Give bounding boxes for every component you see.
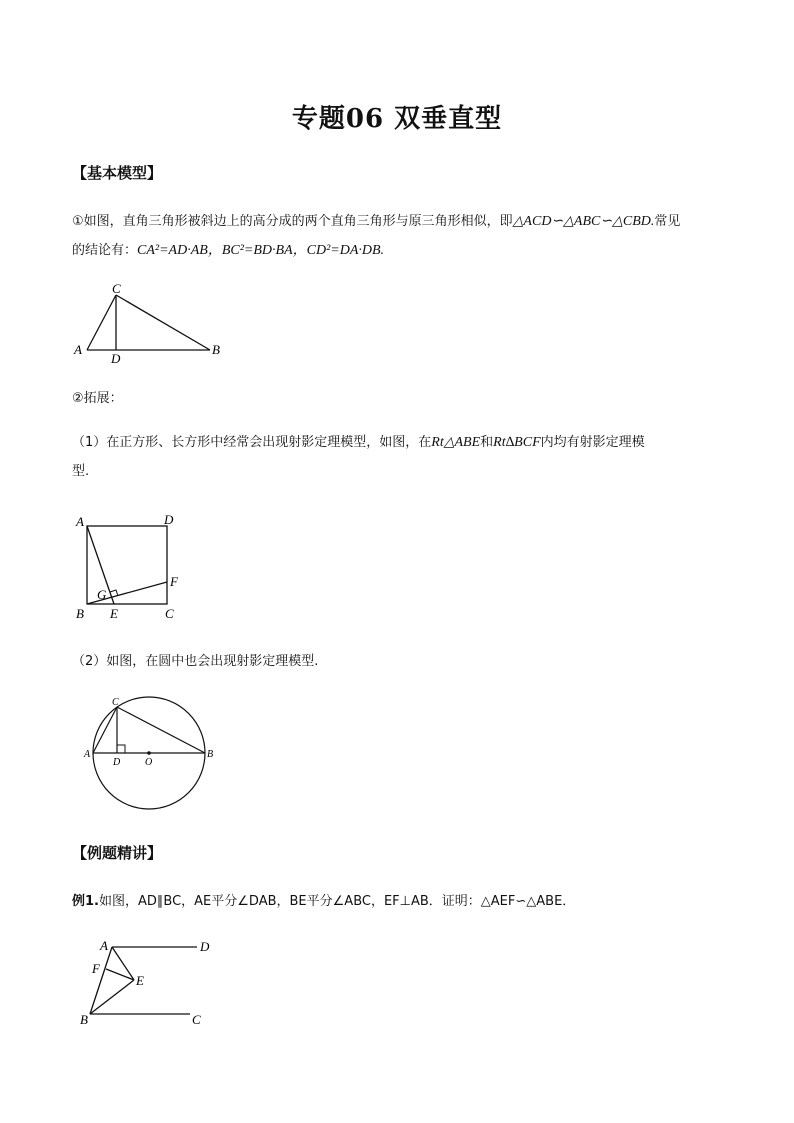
label-b: B	[207, 749, 214, 760]
paragraph-3-and: 和	[480, 435, 494, 450]
label-a: A	[76, 514, 84, 529]
paragraph-1	[72, 207, 732, 265]
label-d: D	[164, 512, 174, 527]
paragraph-3-line-2: 型.	[72, 464, 90, 479]
label-e: E	[110, 606, 118, 621]
label-b: B	[80, 1012, 88, 1027]
section-basic-model: 【基本模型】	[72, 164, 163, 182]
paragraph-2: ②拓展：	[72, 391, 123, 406]
triangle-bcf: Rt∆BCF	[493, 435, 541, 450]
segment-ab	[90, 947, 112, 1014]
paragraph-3-end: 内均有射影定理模	[540, 435, 645, 450]
center-point	[147, 751, 151, 755]
figure-circle	[80, 694, 220, 814]
paragraph-3-line-1	[72, 428, 732, 457]
conclusion-formulas: CA²=AD·AB，BC²=BD·BA，CD²=DA·DB.	[137, 243, 385, 258]
label-c: C	[112, 697, 119, 708]
label-c: C	[192, 1012, 201, 1027]
paragraph-1-line-1-end: 常见	[654, 214, 681, 229]
label-a: A	[74, 342, 82, 357]
label-a: A	[84, 749, 91, 760]
label-d: D	[113, 757, 121, 768]
label-e: E	[136, 973, 144, 988]
figure-parallel-lines	[75, 934, 225, 1034]
label-c: C	[112, 281, 121, 296]
label-b: B	[76, 606, 84, 621]
right-angle-mark	[117, 745, 125, 753]
segment-ac	[87, 295, 116, 350]
label-d: D	[200, 939, 210, 954]
segment-be	[90, 980, 134, 1014]
example-1-label: 例1.	[72, 894, 99, 909]
triangle-abe: Rt△ABE	[431, 435, 481, 450]
paragraph-1-line-2-text: 的结论有：	[72, 243, 138, 258]
label-g: G	[97, 587, 107, 602]
page-title: 专题06 双垂直型	[291, 104, 503, 134]
paragraph-4: （2）如图，在圆中也会出现射影定理模型.	[72, 654, 319, 669]
label-c: C	[165, 606, 174, 621]
figure-right-triangle	[70, 280, 230, 370]
paragraph-3-text: （1）在正方形、长方形中经常会出现射影定理模型，如图，在	[72, 435, 432, 450]
paragraph-1-line-1	[72, 207, 732, 236]
label-f: F	[92, 961, 100, 976]
section-examples: 【例题精讲】	[72, 844, 163, 862]
label-a: A	[100, 938, 108, 953]
example-1	[72, 887, 732, 916]
similarity-statement: △ACD∽△ABC∽△CBD.	[512, 214, 655, 229]
example-1-text: 如图，AD∥BC，AE平分∠DAB，BE平分∠ABC，EF⊥AB．证明：△AEF∽△ABE．	[98, 894, 576, 909]
paragraph-1-line-1-text: ①如图，直角三角形被斜边上的高分成的两个直角三角形与原三角形相似，即	[72, 214, 513, 229]
label-d: D	[111, 351, 121, 366]
segment-cb	[117, 707, 205, 753]
paragraph-1-line-2	[72, 236, 732, 265]
label-f: F	[170, 574, 178, 589]
paragraph-3	[72, 428, 732, 486]
label-o: O	[145, 757, 153, 768]
label-b: B	[212, 342, 220, 357]
figure-square	[70, 508, 190, 626]
segment-ac	[93, 707, 117, 753]
segment-cb	[116, 295, 210, 350]
